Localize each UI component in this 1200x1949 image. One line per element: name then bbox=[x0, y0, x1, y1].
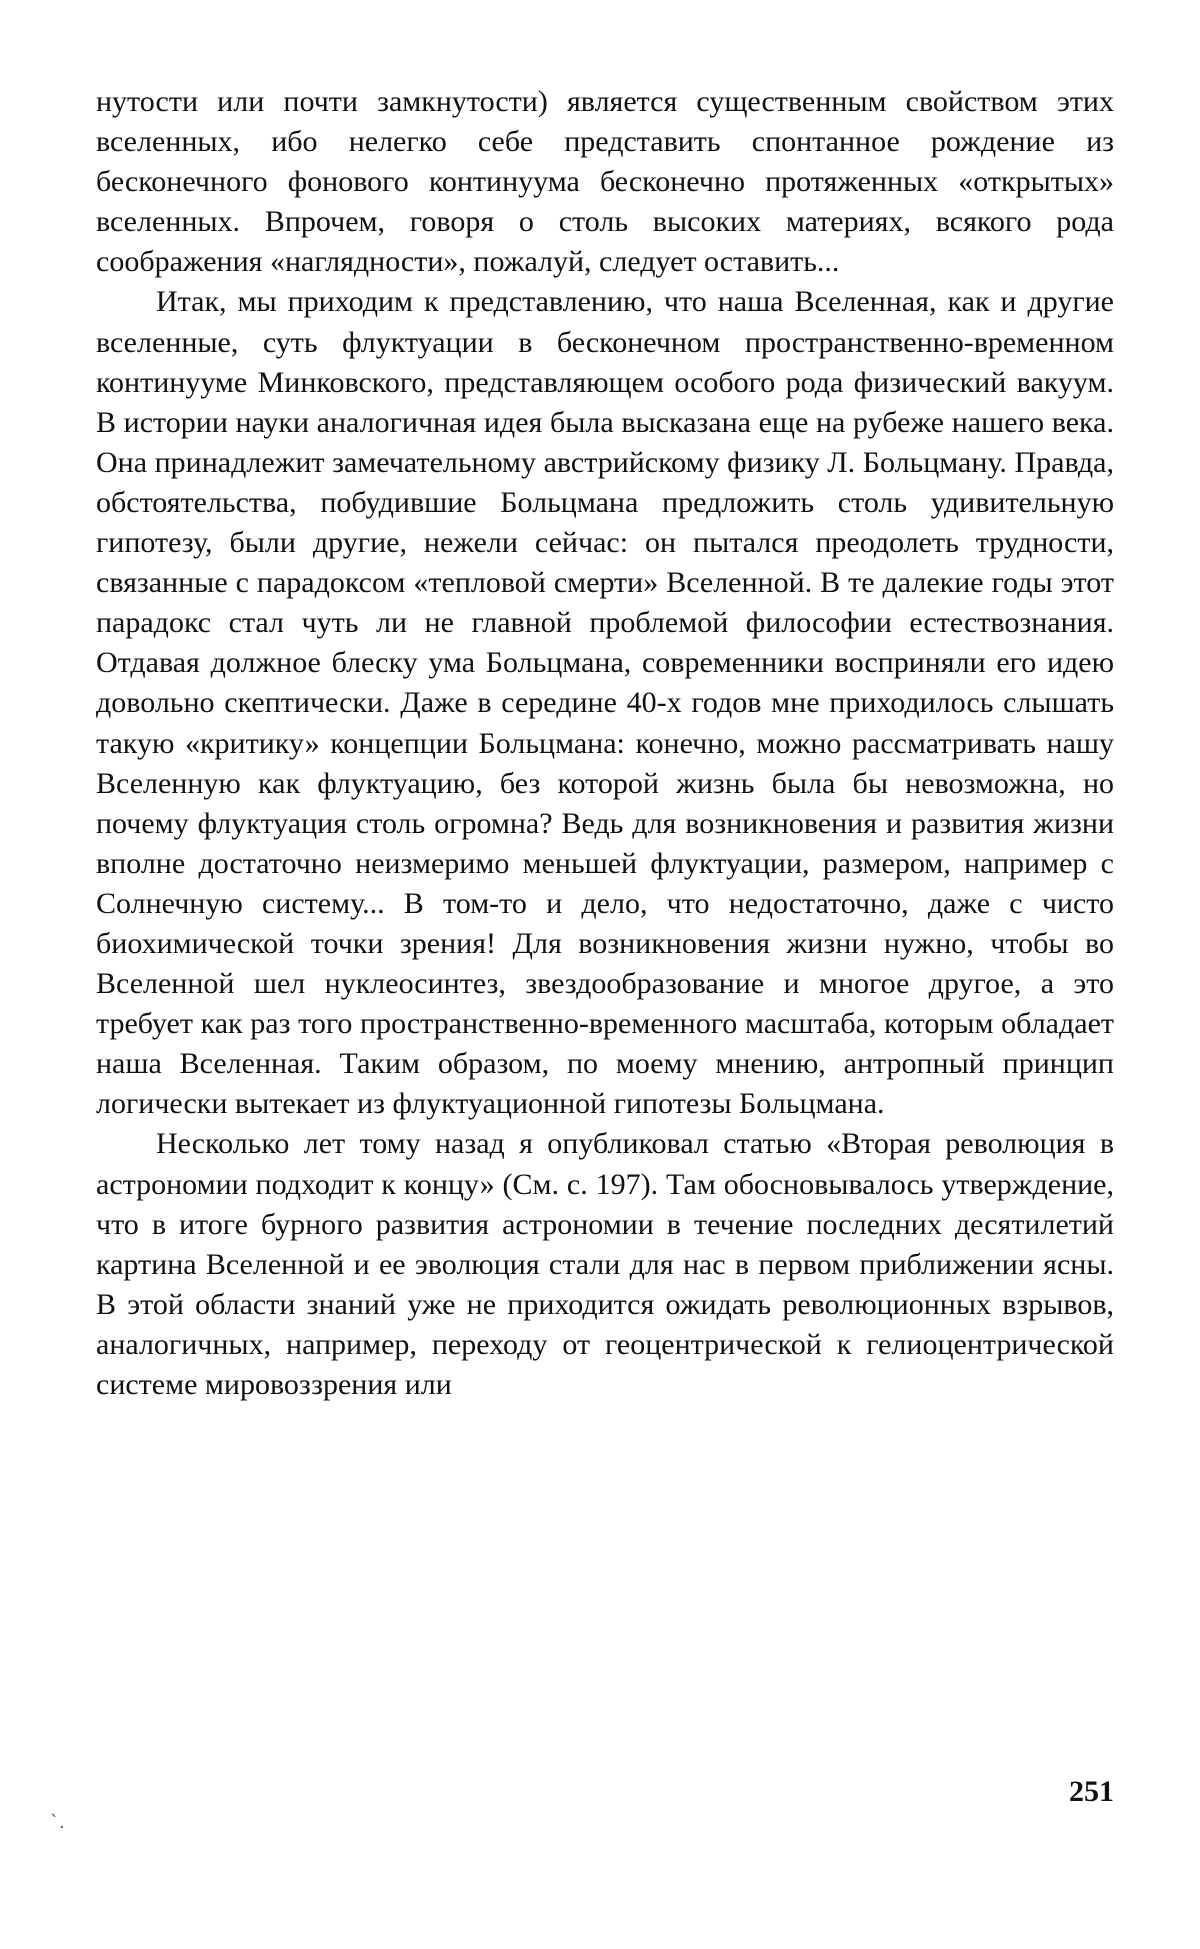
page-body bbox=[96, 82, 1114, 1405]
page-number: 251 bbox=[1069, 1775, 1114, 1808]
paragraph-1: нутости или почти замкнутости) является существенным свойством этих вселенных, ибо нелегко себе представить спонтанное рождение из бесконечного фонового континуума бесконечно протяженных «открытых» вселенных. Впрочем, говоря о столь высоких материях, всякого рода соображения «наглядности», пожалуй, следует оставить... bbox=[96, 85, 1114, 279]
paragraph-3: Несколько лет тому назад я опубликовал статью «Вторая революция в астрономии подходит к концу» (См. с. 197). Там обосновывалось утверждение, что в итоге бурного развития астрономии в течение последних десятилетий картина Вселенной и ее эволюция стали для нас в первом приближении ясны. В этой области знаний уже не приходится ожидать революционных взрывов, аналогичных, например, переходу от геоцентрической к гелиоцентрической системе мировоззрения или bbox=[96, 1127, 1114, 1401]
scan-speck: `. bbox=[50, 1812, 65, 1833]
paragraph-2: Итак, мы приходим к представлению, что наша Вселенная, как и другие вселенные, суть флуктуации в бесконечном пространственно-временном континууме Минковского, представляющем особого рода физический вакуум. В истории науки аналогичная идея была высказана еще на рубеже нашего века. Она принадлежит замечательному австрийскому физику Л. Больцману. Правда, обстоятельства, побудившие Больцмана предложить столь удивительную гипотезу, были другие, нежели сейчас: он пытался преодолеть трудности, связанные с парадоксом «тепловой смерти» Вселенной. В те далекие годы этот парадокс стал чуть ли не главной проблемой философии естествознания. Отдавая должное блеску ума Больцмана, современники восприняли его идею довольно скептически. Даже в середине 40-х годов мне приходилось слышать такую «критику» концепции Больцмана: конечно, можно рассматривать нашу Вселенную как флуктуацию, без которой жизнь была бы невозможна, но почему флуктуация столь огромна? Ведь для возникновения и развития жизни вполне достаточно неизмеримо меньшей флуктуации, размером, например с Солнечную систему... В том-то и дело, что недостаточно, даже с чисто биохимической точки зрения! Для возникновения жизни нужно, чтобы во Вселенной шел нуклеосинтез, звездообразование и многое другое, а это требует как раз того пространственно-временного масштаба, которым обладает наша Вселенная. Таким образом, по моему мнению, антропный принцип логически вытекает из флуктуационной гипотезы Больцмана. bbox=[96, 285, 1114, 1121]
